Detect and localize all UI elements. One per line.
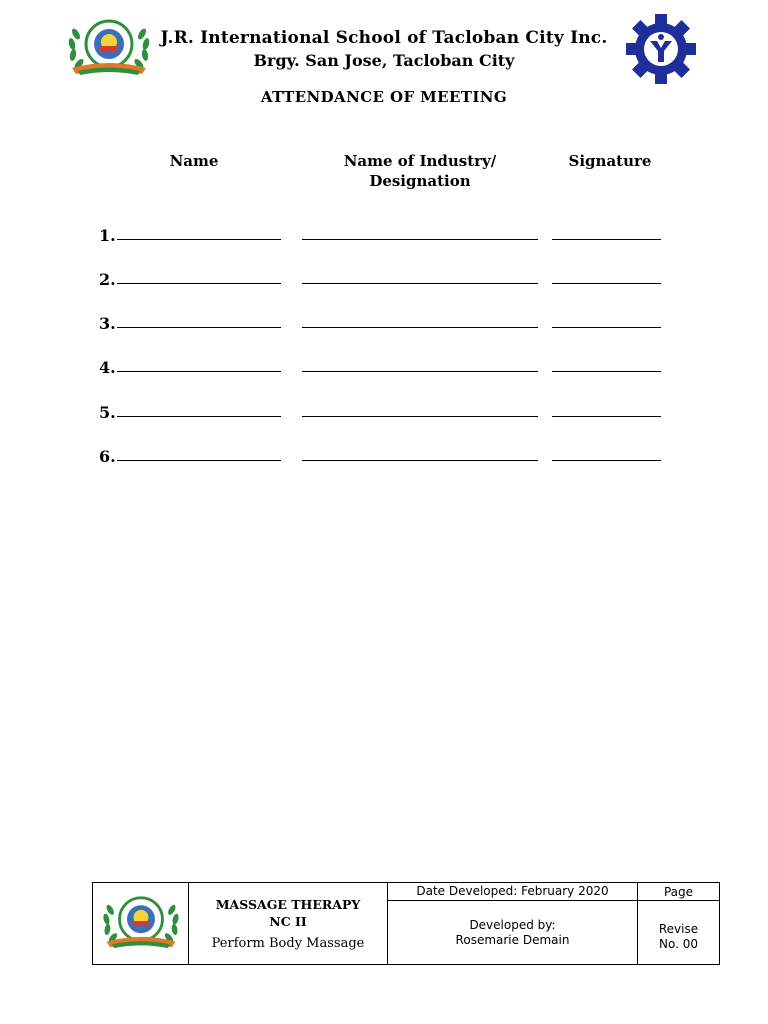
footer-course-title: MASSAGE THERAPY bbox=[215, 897, 361, 912]
footer-course-cell bbox=[189, 883, 388, 965]
signature-field-line[interactable] bbox=[552, 371, 661, 372]
signature-field-line[interactable] bbox=[552, 416, 661, 417]
footer-unit-title: Perform Body Massage bbox=[211, 936, 365, 951]
gear-emblem-icon bbox=[624, 14, 698, 84]
name-field-line[interactable] bbox=[117, 371, 281, 372]
name-field-line[interactable] bbox=[117, 327, 281, 328]
signature-field-line[interactable] bbox=[552, 283, 661, 284]
footer-logo-cell bbox=[93, 883, 189, 965]
column-header-name-label: Name bbox=[169, 152, 219, 170]
name-field-line[interactable] bbox=[117, 239, 281, 240]
school-address: Brgy. San Jose, Tacloban City bbox=[253, 51, 515, 70]
column-header-name bbox=[144, 151, 244, 171]
footer-developed-by-label: Developed by: bbox=[469, 917, 556, 932]
row-number: 3. bbox=[99, 314, 116, 333]
industry-field-line[interactable] bbox=[302, 327, 538, 328]
signature-field-line[interactable] bbox=[552, 327, 661, 328]
column-header-industry bbox=[310, 151, 530, 191]
signature-field-line[interactable] bbox=[552, 460, 661, 461]
row-number: 4. bbox=[99, 358, 116, 377]
industry-field-line[interactable] bbox=[302, 416, 538, 417]
row-number: 1. bbox=[99, 226, 116, 245]
row-number: 5. bbox=[99, 403, 116, 422]
name-field-line[interactable] bbox=[117, 416, 281, 417]
column-header-industry-line2: Designation bbox=[369, 172, 471, 190]
column-header-industry-line1: Name of Industry/ bbox=[343, 152, 497, 170]
row-number: 6. bbox=[99, 447, 116, 466]
column-header-signature-label: Signature bbox=[568, 152, 652, 170]
footer-revision-number: No. 00 bbox=[658, 937, 698, 951]
footer-course-level: NC II bbox=[269, 914, 307, 929]
footer-developer-cell bbox=[388, 901, 638, 965]
industry-field-line[interactable] bbox=[302, 371, 538, 372]
signature-field-line[interactable] bbox=[552, 239, 661, 240]
row-number: 2. bbox=[99, 270, 116, 289]
school-seal-icon bbox=[99, 890, 183, 954]
footer-page-label: Page bbox=[638, 883, 720, 901]
document-title: ATTENDANCE OF MEETING bbox=[260, 88, 508, 106]
footer-revise-label: Revise bbox=[658, 922, 699, 936]
school-name: J.R. International School of Tacloban City Inc. bbox=[160, 28, 608, 48]
industry-field-line[interactable] bbox=[302, 283, 538, 284]
footer-revision-cell bbox=[638, 901, 720, 965]
footer-date-developed: Date Developed: February 2020 bbox=[388, 883, 638, 901]
name-field-line[interactable] bbox=[117, 460, 281, 461]
name-field-line[interactable] bbox=[117, 283, 281, 284]
industry-field-line[interactable] bbox=[302, 239, 538, 240]
document-footer bbox=[92, 882, 720, 965]
industry-field-line[interactable] bbox=[302, 460, 538, 461]
column-header-signature bbox=[550, 151, 670, 171]
footer-developer-name: Rosemarie Demain bbox=[455, 932, 570, 947]
